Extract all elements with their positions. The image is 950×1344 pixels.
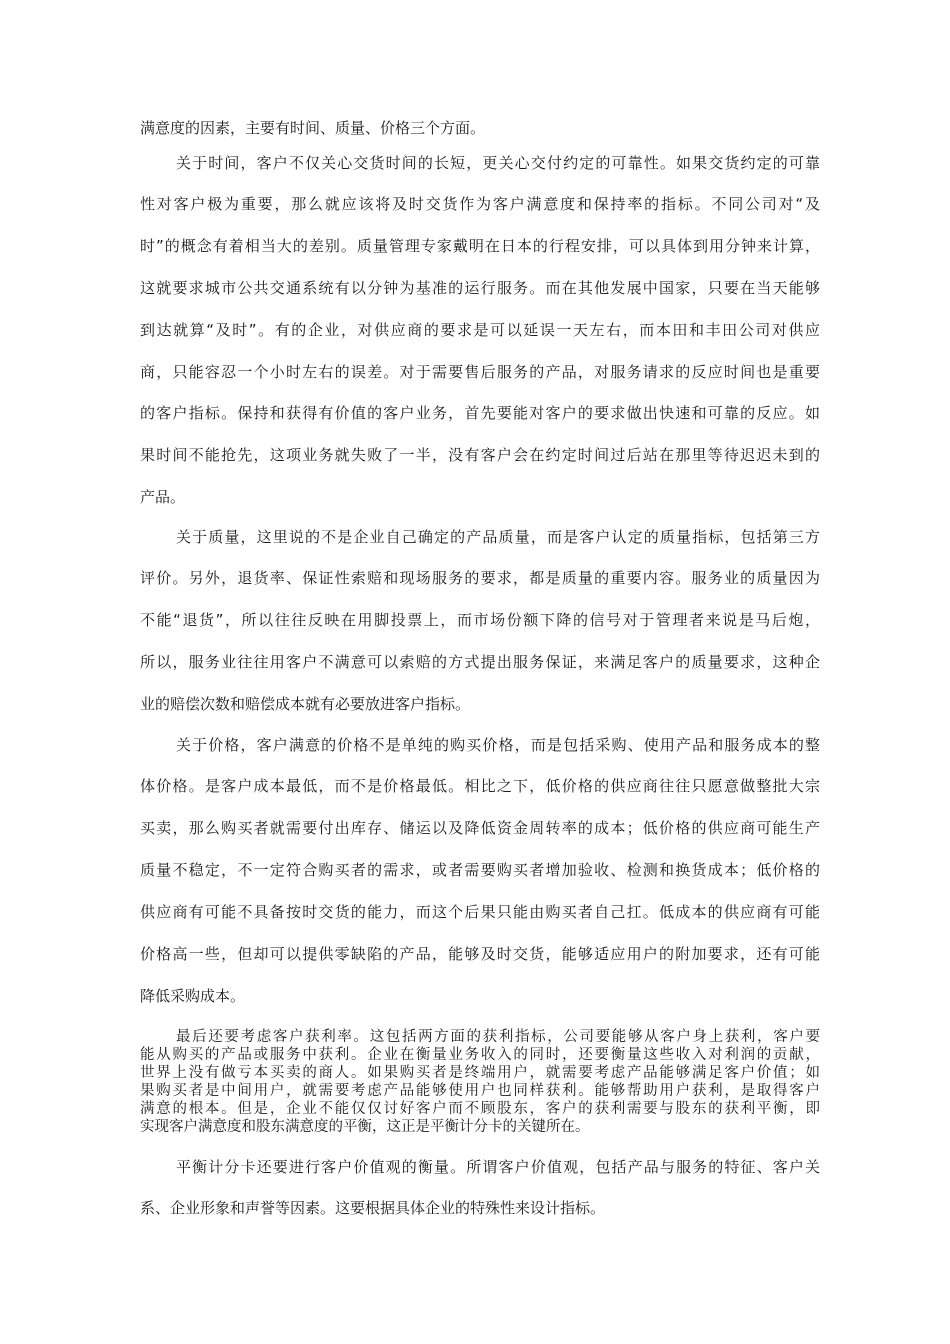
text-line: 到达就算“及时”。有的企业，对供应商的要求是可以延误一天左右，而本田和丰田公司对供应 <box>140 321 820 339</box>
text-line: 果购买者是中间用户，就需要考虑产品能够使用户也同样获利。能够帮助用户获利，是取得客户 <box>140 1083 820 1099</box>
text-line: 降低采购成本。 <box>140 987 246 1005</box>
text-line: 这就要求城市公共交通系统有以分钟为基准的运行服务。而在其他发展中国家，只要在当天能够 <box>140 279 820 297</box>
text-line: 质量不稳定，不一定符合购买者的需求，或者需要购买者增加验收、检测和换货成本；低价格的 <box>140 861 820 879</box>
text-line: 供应商有可能不具备按时交货的能力，而这个后果只能由购买者自己扛。低成本的供应商有可能 <box>140 903 820 921</box>
text-line: 不能“退货”，所以往往反映在用脚投票上，而市场份额下降的信号对于管理者来说是马后炮， <box>140 611 820 629</box>
text-line: 系、企业形象和声誉等因素。这要根据具体企业的特殊性来设计指标。 <box>140 1199 606 1217</box>
text-line: 果时间不能抢先，这项业务就失败了一半，没有客户会在约定时间过后站在那里等待迟迟未到的 <box>140 446 820 464</box>
text-line: 性对客户极为重要，那么就应该将及时交货作为客户满意度和保持率的指标。不同公司对“及 <box>140 195 820 213</box>
text-line: 实现客户满意度和股东满意度的平衡，这正是平衡计分卡的关键所在。 <box>140 1119 590 1135</box>
text-line: 的客户指标。保持和获得有价值的客户业务，首先要能对客户的要求做出快速和可靠的反应。如 <box>140 404 820 422</box>
text-line: 商，只能容忍一个小时左右的误差。对于需要售后服务的产品，对服务请求的反应时间也是重要 <box>140 363 820 381</box>
text-line: 关于价格，客户满意的价格不是单纯的购买价格，而是包括采购、使用产品和服务成本的整 <box>176 736 820 754</box>
text-line: 产品。 <box>140 488 186 506</box>
text-line: 体价格。是客户成本最低，而不是价格最低。相比之下，低价格的供应商往往只愿意做整批大宗 <box>140 777 820 795</box>
text-line: 世界上没有做亏本买卖的商人。如果购买者是终端用户，就需要考虑产品能够满足客户价值；如 <box>140 1065 820 1081</box>
text-line: 评价。另外，退货率、保证性索赔和现场服务的要求，都是质量的重要内容。服务业的质量因为 <box>140 569 820 587</box>
text-line: 平衡计分卡还要进行客户价值观的衡量。所谓客户价值观，包括产品与服务的特征、客户关 <box>176 1158 820 1176</box>
text-line: 业的赔偿次数和赔偿成本就有必要放进客户指标。 <box>140 695 471 713</box>
text-line: 能从购买的产品或服务中获利。企业在衡量业务收入的同时，还要衡量这些收入对利润的贡献， <box>140 1047 820 1063</box>
text-line: 最后还要考虑客户获利率。这包括两方面的获利指标，公司要能够从客户身上获利，客户要 <box>176 1029 820 1045</box>
text-line: 时”的概念有着相当大的差别。质量管理专家戴明在日本的行程安排，可以具体到用分钟来计算， <box>140 237 820 255</box>
text-line: 满意的根本。但是，企业不能仅仅讨好客户而不顾股东，客户的获利需要与股东的获利平衡，即 <box>140 1101 820 1117</box>
text-line: 价格高一些，但却可以提供零缺陷的产品，能够及时交货，能够适应用户的附加要求，还有可能 <box>140 945 820 963</box>
text-line: 关于时间，客户不仅关心交货时间的长短，更关心交付约定的可靠性。如果交货约定的可靠 <box>176 154 820 172</box>
text-line: 买卖，那么购买者就需要付出库存、储运以及降低资金周转率的成本；低价格的供应商可能生产 <box>140 819 820 837</box>
text-line: 关于质量，这里说的不是企业自己确定的产品质量，而是客户认定的质量指标，包括第三方 <box>176 528 820 546</box>
text-line: 满意度的因素，主要有时间、质量、价格三个方面。 <box>140 119 486 137</box>
text-line: 所以，服务业往往用客户不满意可以索赔的方式提出服务保证，来满足客户的质量要求，这种企 <box>140 653 820 671</box>
